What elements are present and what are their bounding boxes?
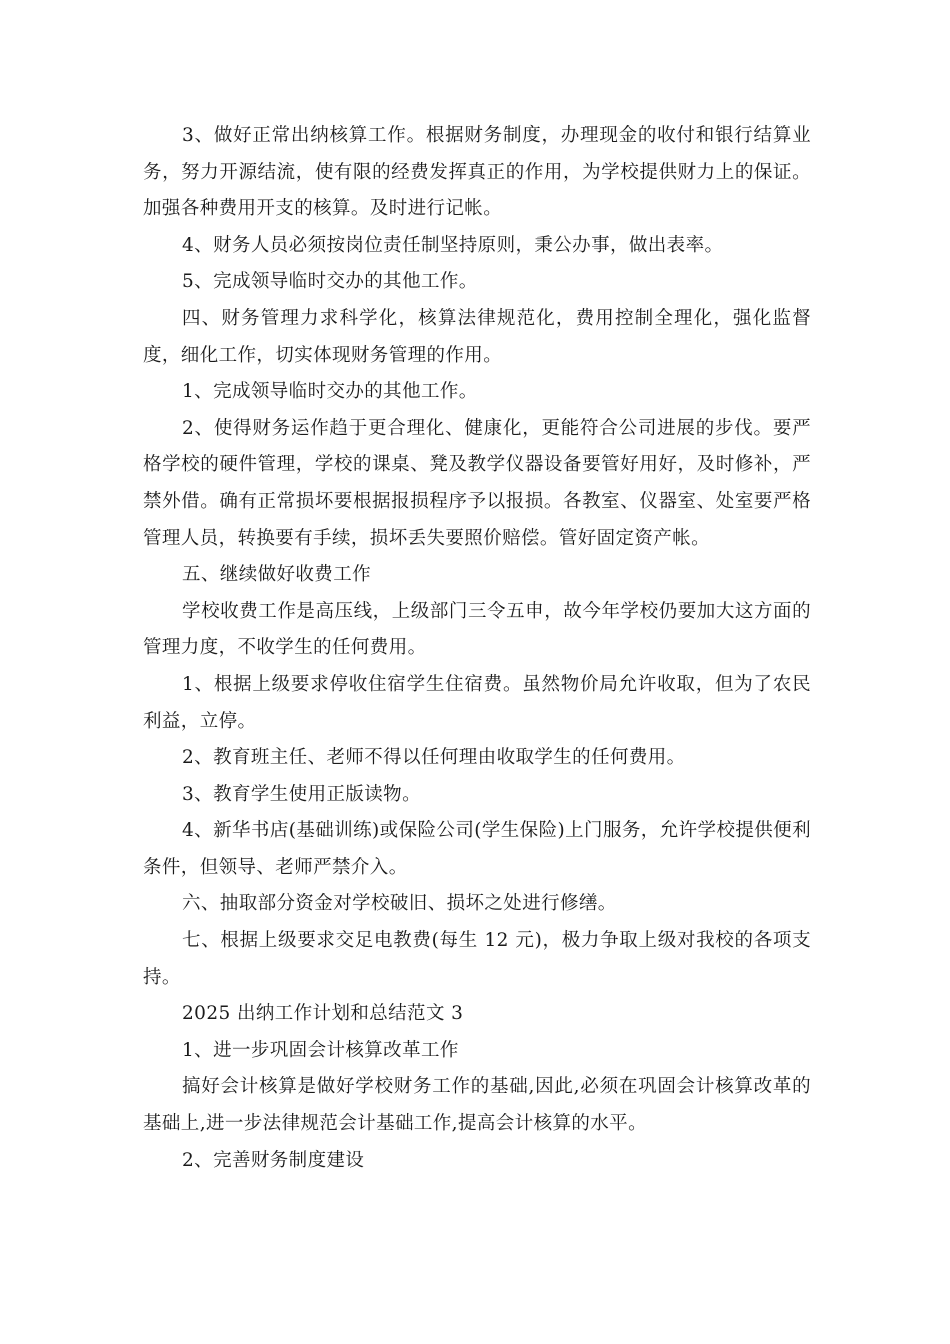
paragraph: 2、教育班主任、老师不得以任何理由收取学生的任何费用。 <box>182 747 686 769</box>
paragraph: 4、财务人员必须按岗位责任制坚持原则，秉公办事，做出表率。 <box>182 234 724 256</box>
document-title: 2025 出纳工作计划和总结范文 3 <box>182 1003 464 1025</box>
section-heading: 五、继续做好收费工作 <box>182 564 372 586</box>
section-heading: 七、根据上级要求交足电教费(每生 12 元)，极力争取上级对我校的各项支持。 <box>143 930 811 988</box>
paragraph: 3、教育学生使用正版读物。 <box>182 783 421 805</box>
paragraph: 5、完成领导临时交办的其他工作。 <box>182 271 478 293</box>
paragraph: 学校收费工作是高压线，上级部门三令五申，故今年学校仍要加大这方面的管理力度，不收学生的任何费用。 <box>143 600 811 659</box>
paragraph: 搞好会计核算是做好学校财务工作的基础,因此,必须在巩固会计核算改革的基础上,进一步法律规范会计基础工作,提高会计核算的水平。 <box>143 1076 811 1135</box>
section-heading: 四、财务管理力求科学化，核算法律规范化，费用控制全理化，强化监督度，细化工作，切实体现财务管理的作用。 <box>143 307 811 366</box>
paragraph: 1、完成领导临时交办的其他工作。 <box>182 381 478 403</box>
section-heading: 六、抽取部分资金对学校破旧、损坏之处进行修缮。 <box>182 893 617 915</box>
paragraph: 1、根据上级要求停收住宿学生住宿费。虽然物价局允许收取，但为了农民利益，立停。 <box>143 673 811 732</box>
document-body <box>143 118 811 1179</box>
paragraph: 1、进一步巩固会计核算改革工作 <box>182 1039 459 1061</box>
paragraph: 2、完善财务制度建设 <box>182 1149 365 1171</box>
paragraph: 2、使得财务运作趋于更合理化、健康化，更能符合公司进展的步伐。要严格学校的硬件管理，学校的课桌、凳及教学仪器设备要管好用好，及时修补，严禁外借。确有正常损坏要根据报损程序予以报损。各教室、仪器室、处室要严格管理人员，转换要有手续，损坏丢失要照价赔偿。管好固定资产帐。 <box>143 417 811 549</box>
paragraph: 3、做好正常出纳核算工作。根据财务制度，办理现金的收付和银行结算业务，努力开源结流，使有限的经费发挥真正的作用，为学校提供财力上的保证。加强各种费用开支的核算。及时进行记帐。 <box>143 125 811 220</box>
paragraph: 4、新华书店(基础训练)或保险公司(学生保险)上门服务，允许学校提供便利条件，但领导、老师严禁介入。 <box>143 820 811 878</box>
